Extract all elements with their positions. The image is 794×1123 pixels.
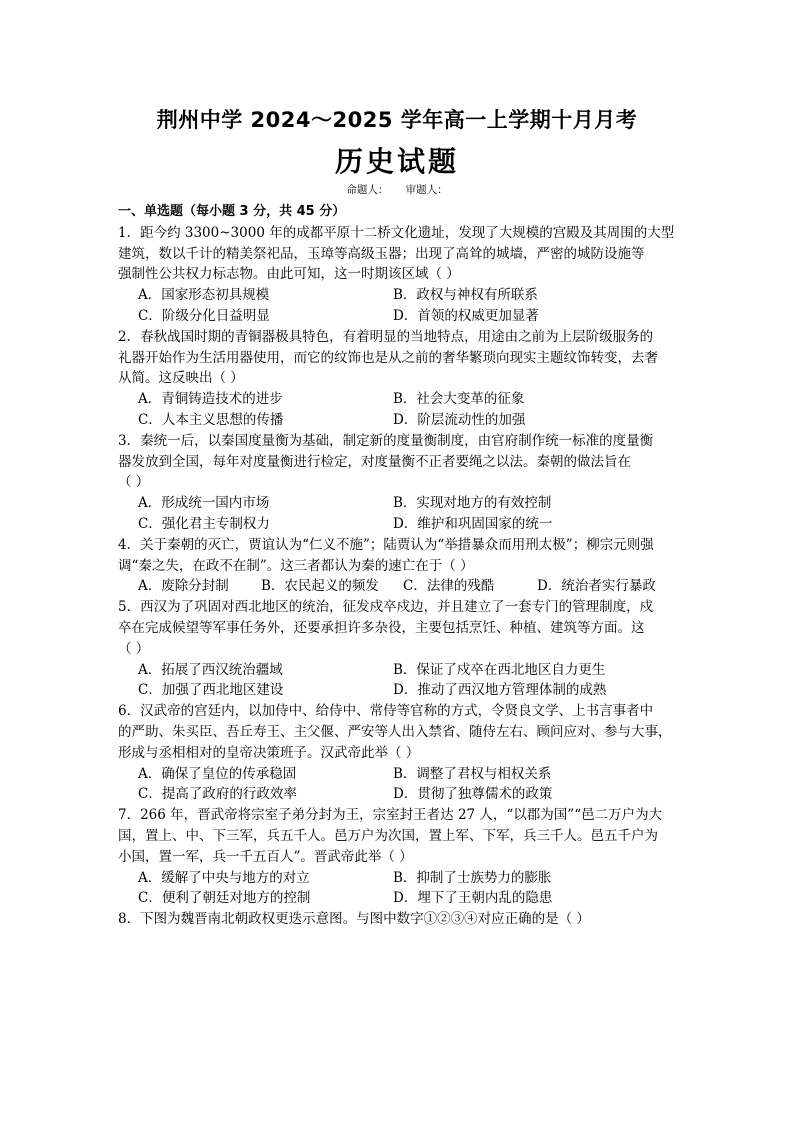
answer-options	[118, 493, 678, 535]
answer-option[interactable]: D．埋下了王朝内乱的隐患	[393, 890, 553, 907]
answer-options	[118, 285, 678, 327]
question-list	[118, 202, 678, 930]
question-text-line: 2．春秋战国时期的青铜器极具特色，有着明显的当地特点，用途由之前为上层阶级服务的	[118, 328, 654, 345]
question-text-line: （ ）	[118, 640, 150, 657]
answer-option[interactable]: B．政权与神权有所联系	[393, 287, 538, 304]
answer-option[interactable]: B．实现对地方的有效控制	[393, 495, 552, 512]
question-text-line: 3．秦统一后，以秦国度量衡为基础，制定新的度量衡制度，由官府制作统一标准的度量衡	[118, 432, 654, 449]
exam-subject: 历史试题	[334, 145, 459, 178]
question-text-line: 从简。这反映出（ ）	[118, 370, 244, 387]
question-1	[118, 223, 678, 327]
answer-option[interactable]: B．社会大变革的征象	[393, 391, 525, 408]
question-6	[118, 701, 678, 805]
answer-option[interactable]: C．加强了西北地区建设	[138, 682, 284, 699]
question-text-line: （ ）	[118, 474, 150, 491]
question-3	[118, 431, 678, 535]
answer-option[interactable]: A．废除分封制	[138, 578, 229, 595]
answer-option[interactable]: B．保证了戍卒在西北地区自力更生	[393, 661, 606, 678]
answer-option[interactable]: D．贯彻了独尊儒术的政策	[393, 786, 553, 803]
question-text-line: 7．266 年，晋武帝将宗室子弟分封为王，宗室封王者达 27 人，“以郡为国”“邑二万户为大	[118, 807, 663, 824]
answer-option[interactable]: C．人本主义思想的传播	[138, 411, 284, 428]
author-line	[0, 182, 794, 197]
question-text-line: 4．关于秦朝的灭亡，贾谊认为“仁义不施”；陆贾认为“举措暴众而用刑太极”；柳宗元则强	[118, 536, 654, 553]
answer-option[interactable]: A．国家形态初具规模	[138, 287, 270, 304]
answer-option[interactable]: C．提高了政府的行政效率	[138, 786, 297, 803]
question-4	[118, 535, 678, 597]
answer-option[interactable]: D．首领的权威更加显著	[393, 307, 539, 324]
answer-option[interactable]: B．农民起义的频发	[261, 578, 379, 595]
question-text-line: 小国，置一军，兵一千五百人”。晋武帝此举（ ）	[118, 848, 413, 865]
reviewer-label: 审题人：	[405, 184, 448, 196]
author-label: 命题人：	[346, 184, 389, 196]
question-text-line: 强制性公共权力标志物。由此可知，这一时期该区域（ ）	[118, 266, 460, 283]
answer-options	[118, 764, 678, 806]
answer-option[interactable]: A．缓解了中央与地方的对立	[138, 869, 310, 886]
question-text-line: 8．下图为魏晋南北朝政权更迭示意图。与图中数字①②③④对应正确的是（ ）	[118, 911, 590, 928]
answer-option[interactable]: A．确保了皇位的传承稳固	[138, 765, 297, 782]
answer-option[interactable]: D．统治者实行暴政	[537, 578, 656, 595]
question-8	[118, 909, 678, 930]
question-text-line: 形成与丞相相对的皇帝决策班子。汉武帝此举（ ）	[118, 744, 420, 761]
answer-option[interactable]: B．抑制了士族势力的膨胀	[393, 869, 552, 886]
answer-option[interactable]: A．形成统一国内市场	[138, 495, 270, 512]
section-heading: 一、单选题（每小题 3 分，共 45 分）	[118, 204, 346, 219]
answer-option[interactable]: C．强化君主专制权力	[138, 515, 270, 532]
question-7	[118, 805, 678, 909]
question-text-line: 礼器开始作为生活用器使用，而它的纹饰也是从之前的奢华繁琐向现实主题纹饰转变，去奢	[118, 349, 658, 366]
answer-option[interactable]: C．法律的残酷	[403, 578, 495, 595]
question-text-line: 调“秦之失，在政不在制”。这三者都认为秦的速亡在于（ ）	[118, 557, 474, 574]
answer-option[interactable]: A．拓展了西汉统治疆域	[138, 661, 283, 678]
answer-option[interactable]: A．青铜铸造技术的进步	[138, 391, 283, 408]
question-text-line: 5．西汉为了巩固对西北地区的统治，征发戍卒戍边，并且建立了一套专门的管理制度，戍	[118, 599, 654, 616]
question-2	[118, 327, 678, 431]
question-5	[118, 597, 678, 701]
answer-option[interactable]: B．调整了君权与相权关系	[393, 765, 552, 782]
answer-options	[118, 660, 678, 702]
question-text-line: 6．汉武帝的宫廷内，以加侍中、给侍中、常侍等官称的方式，令贤良文学、上书言事者中	[118, 703, 654, 720]
answer-options	[118, 389, 678, 431]
question-text-line: 国，置上、中、下三军，兵五千人。邑万户为次国，置上军、下军，兵三千人。邑五千户为	[118, 827, 658, 844]
answer-option[interactable]: D．维护和巩固国家的统一	[393, 515, 553, 532]
question-text-line: 卒在完成候望等军事任务外，还要承担许多杂役，主要包括烹饪、种植、建筑等方面。这	[118, 619, 645, 636]
exam-title: 荆州中学 2024～2025 学年高一上学期十月月考	[156, 108, 638, 132]
answer-option[interactable]: D．推动了西汉地方管理体制的成熟	[393, 682, 607, 699]
answer-option[interactable]: D．阶层流动性的加强	[393, 411, 526, 428]
question-text-line: 器发放到全国，每年对度量衡进行检定，对度量衡不正者要绳之以法。秦朝的做法旨在	[118, 453, 631, 470]
question-text-line: 建筑，数以千计的精美祭祀品，玉璋等高级玉器；出现了高耸的城墙，严密的城防设施等	[118, 245, 645, 262]
question-text-line: 1．距今约 3300~3000 年的成都平原十二桥文化遗址，发现了大规模的宫殿及其周围的大型	[118, 224, 675, 241]
answer-options	[118, 576, 678, 597]
question-text-line: 的严助、朱买臣、吾丘寿王、主父偃、严安等人出入禁省、随侍左右、顾问应对、参与大事，	[118, 723, 672, 740]
answer-options	[118, 868, 678, 910]
answer-option[interactable]: C．阶级分化日益明显	[138, 307, 270, 324]
answer-option[interactable]: C．便利了朝廷对地方的控制	[138, 890, 311, 907]
